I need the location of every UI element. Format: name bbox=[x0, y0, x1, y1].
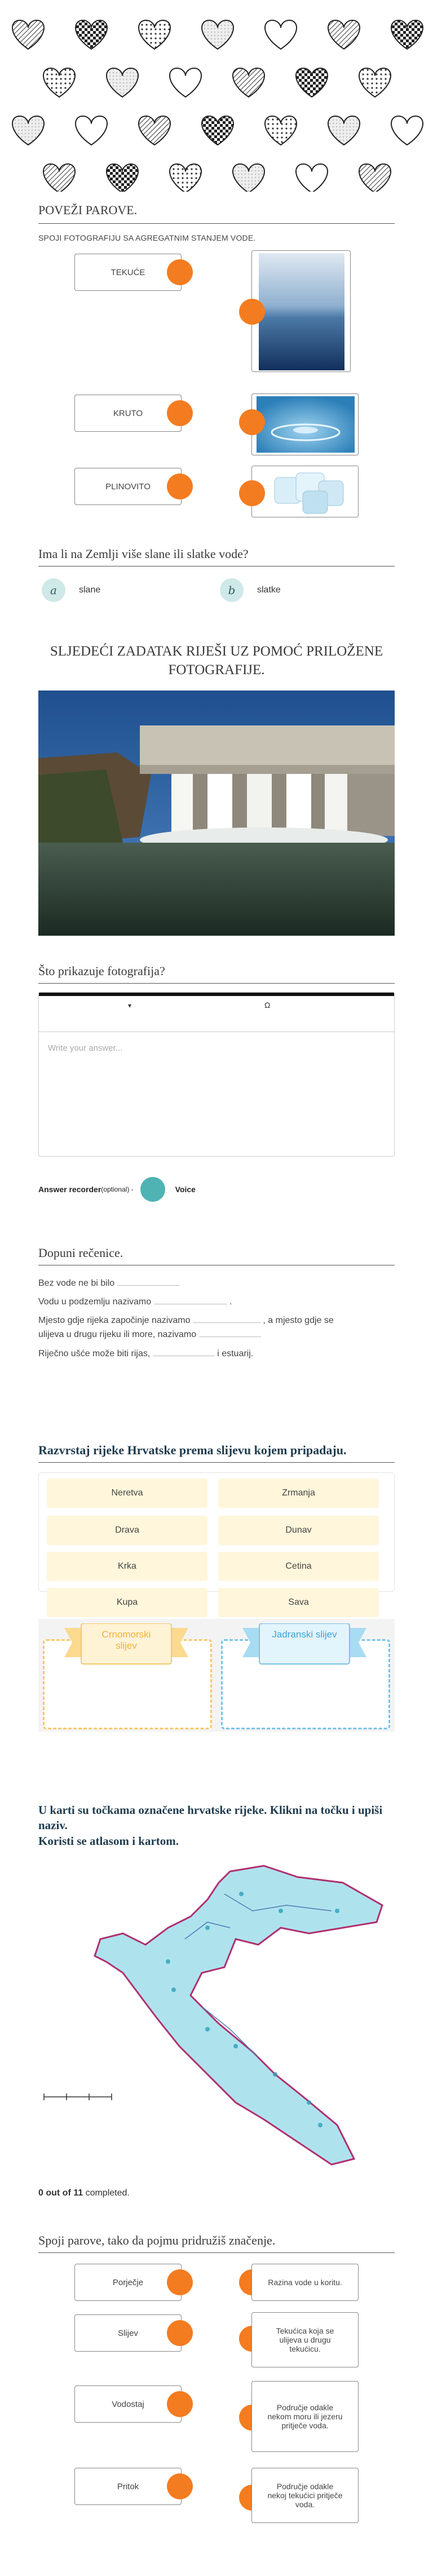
map-instruction-2: Koristi se atlasom i kartom. bbox=[38, 1834, 179, 1848]
progress-count: 0 out of 11 bbox=[38, 2188, 83, 2198]
option-b-label[interactable]: slatke bbox=[257, 585, 281, 595]
map-instructions bbox=[38, 1803, 395, 1849]
chip-neretva[interactable]: Neretva bbox=[47, 1479, 207, 1508]
heart-icon bbox=[296, 164, 328, 192]
header-hearts-pattern bbox=[0, 0, 433, 192]
match-connector-dot[interactable] bbox=[167, 2269, 193, 2295]
match-connector-dot[interactable] bbox=[167, 2473, 193, 2499]
answer-editor bbox=[38, 992, 395, 1157]
voice-label: Voice bbox=[175, 1185, 196, 1194]
heart-icon bbox=[76, 116, 107, 145]
fill-line-2 bbox=[38, 1295, 232, 1307]
heart-icon bbox=[139, 20, 170, 49]
match-connector-dot[interactable] bbox=[167, 400, 193, 426]
term-pritok[interactable]: Pritok bbox=[74, 2468, 182, 2505]
fill-line-3 bbox=[38, 1314, 334, 1326]
match-item-kruto[interactable]: KRUTO bbox=[74, 395, 182, 432]
heart-icon bbox=[391, 20, 423, 49]
chip-cetina[interactable]: Cetina bbox=[218, 1552, 379, 1581]
match-connector-dot[interactable] bbox=[167, 2391, 193, 2417]
heart-icon bbox=[43, 68, 75, 97]
answer-textarea[interactable] bbox=[39, 1032, 394, 1156]
bucket-label-jadranski: Jadranski slijev bbox=[272, 1629, 337, 1640]
meaning-4[interactable]: Područje odakle nekoj tekućici pritječe voda. bbox=[251, 2468, 359, 2523]
fill-text: ulijeva u drugu rijeku ili more, nazivamo bbox=[38, 1330, 197, 1339]
mcq-section bbox=[0, 547, 433, 614]
heart-icon bbox=[107, 68, 138, 97]
chip-pool bbox=[38, 1472, 395, 1607]
voice-record-button[interactable] bbox=[140, 1177, 165, 1202]
divider bbox=[38, 1462, 395, 1463]
term-vodostaj[interactable]: Vodostaj bbox=[74, 2385, 182, 2423]
photo-water-liquid[interactable] bbox=[251, 250, 351, 372]
format-dropdown-icon[interactable]: ▾ bbox=[128, 1002, 132, 1010]
recorder-label: Answer recorder bbox=[38, 1185, 101, 1194]
fill-text: Mjesto gdje rijeka započinje nazivamo bbox=[38, 1316, 191, 1325]
match-item-plinovito[interactable]: PLINOVITO bbox=[74, 468, 182, 505]
fill-text: . bbox=[229, 1297, 232, 1307]
special-char-icon[interactable]: Ω bbox=[264, 1001, 271, 1010]
chip-zrmanja[interactable]: Zrmanja bbox=[218, 1479, 379, 1508]
match-connector-dot[interactable] bbox=[239, 480, 265, 506]
match-item-tekuce[interactable]: TEKUĆE bbox=[74, 254, 182, 291]
chip-kupa[interactable]: Kupa bbox=[47, 1588, 207, 1617]
answer-placeholder: Write your answer... bbox=[48, 1043, 123, 1053]
map-progress bbox=[38, 2188, 130, 2198]
heart-icon bbox=[139, 116, 170, 145]
heart-icon bbox=[265, 116, 297, 145]
classify-title: Razvrstaj rijeke Hrvatske prema slijevu kojem pripadaju. bbox=[38, 1443, 347, 1457]
divider bbox=[38, 223, 395, 224]
heart-icon bbox=[12, 20, 44, 49]
heart-icon bbox=[391, 116, 423, 145]
blank-input[interactable] bbox=[199, 1328, 261, 1337]
fill-text: Vodu u podzemlju nazivamo bbox=[38, 1297, 152, 1307]
fill-title: Dopuni rečenice. bbox=[38, 1246, 123, 1260]
fill-line-4 bbox=[38, 1328, 261, 1340]
heart-icon bbox=[170, 164, 201, 192]
fill-line-5 bbox=[38, 1347, 253, 1359]
progress-suffix: completed. bbox=[83, 2188, 130, 2198]
divider bbox=[38, 2252, 395, 2253]
chip-drava[interactable]: Drava bbox=[47, 1516, 207, 1545]
match-connector-dot[interactable] bbox=[239, 409, 265, 435]
editor-toolbar bbox=[39, 993, 394, 1032]
question-text: Ima li na Zemlji više slane ili slatke vode? bbox=[38, 547, 249, 561]
match-connector-dot[interactable] bbox=[167, 473, 193, 499]
fill-text: i estuarij. bbox=[217, 1349, 254, 1358]
blank-input[interactable] bbox=[154, 1295, 227, 1304]
chip-dunav[interactable]: Dunav bbox=[218, 1516, 379, 1545]
divider bbox=[38, 983, 395, 984]
meaning-2[interactable]: Tekućica koja se ulijeva u drugu tekućicu. bbox=[251, 2312, 359, 2367]
recorder-optional: (optional) - bbox=[101, 1185, 134, 1193]
heart-icon bbox=[296, 68, 328, 97]
heart-icon bbox=[265, 20, 297, 49]
buckets-area bbox=[38, 1619, 395, 1732]
term-slijev[interactable]: Slijev bbox=[74, 2314, 182, 2352]
photo-water-drop[interactable] bbox=[251, 393, 359, 455]
heart-icon bbox=[202, 20, 233, 49]
section-title: POVEŽI PAROVE. bbox=[38, 203, 138, 217]
meaning-1[interactable]: Razina vode u koritu. bbox=[251, 2264, 359, 2301]
blank-input[interactable] bbox=[153, 1347, 215, 1356]
map-instruction-1: U karti su točkama označene hrvatske rijeke. Klikni na točku i upiši naziv. bbox=[38, 1803, 383, 1833]
fill-text: Bez vode ne bi bilo bbox=[38, 1278, 115, 1288]
heart-icon bbox=[233, 164, 264, 192]
heart-icon bbox=[202, 116, 233, 145]
bucket-label-crnomorski: Crnomorski slijev bbox=[101, 1629, 151, 1651]
dam-photo bbox=[38, 691, 395, 936]
heart-icon bbox=[107, 164, 138, 192]
photo-task-title: SLJEDEĆI ZADATAK RIJEŠI UZ POMOĆ PRILOŽENE FOTOGRAFIJE. bbox=[50, 644, 383, 678]
term-porjecje[interactable]: Porječje bbox=[74, 2264, 182, 2301]
match-section-states bbox=[0, 203, 433, 524]
heart-icon bbox=[12, 116, 44, 145]
fill-text: , a mjesto gdje se bbox=[263, 1316, 334, 1325]
heart-icon bbox=[43, 164, 75, 192]
section-subtitle: SPOJI FOTOGRAFIJU SA AGREGATNIM STANJEM VODE. bbox=[38, 233, 256, 242]
option-b-badge[interactable]: b bbox=[220, 578, 244, 602]
heart-icon bbox=[233, 68, 264, 97]
meaning-3[interactable]: Područje odakle nekom moru ili jezeru pritječe voda. bbox=[251, 2381, 359, 2452]
blank-input[interactable] bbox=[117, 1277, 179, 1286]
option-a-label[interactable]: slane bbox=[79, 585, 101, 595]
heart-icon bbox=[359, 164, 391, 192]
heart-icon bbox=[328, 116, 360, 145]
fill-text: Riječno ušće može biti rijas, bbox=[38, 1349, 151, 1358]
blank-input[interactable] bbox=[193, 1314, 260, 1323]
photo-ice-cubes[interactable] bbox=[251, 466, 359, 517]
chip-sava[interactable]: Sava bbox=[218, 1588, 379, 1617]
answer-recorder bbox=[38, 1177, 196, 1202]
question-title: Što prikazuje fotografija? bbox=[38, 964, 165, 978]
heart-icon bbox=[328, 20, 360, 49]
heart-icon bbox=[359, 68, 391, 97]
fill-line-1 bbox=[38, 1277, 179, 1289]
match-connector-dot[interactable] bbox=[239, 299, 265, 325]
option-a-badge[interactable]: a bbox=[42, 578, 65, 602]
croatia-map bbox=[38, 1860, 395, 2181]
match2-title: Spoji parove, tako da pojmu pridružiš značenje. bbox=[38, 2233, 276, 2247]
match-connector-dot[interactable] bbox=[167, 2320, 193, 2346]
chip-krka[interactable]: Krka bbox=[47, 1552, 207, 1581]
heart-icon bbox=[76, 20, 107, 49]
match-connector-dot[interactable] bbox=[167, 259, 193, 285]
heart-icon bbox=[170, 68, 201, 97]
